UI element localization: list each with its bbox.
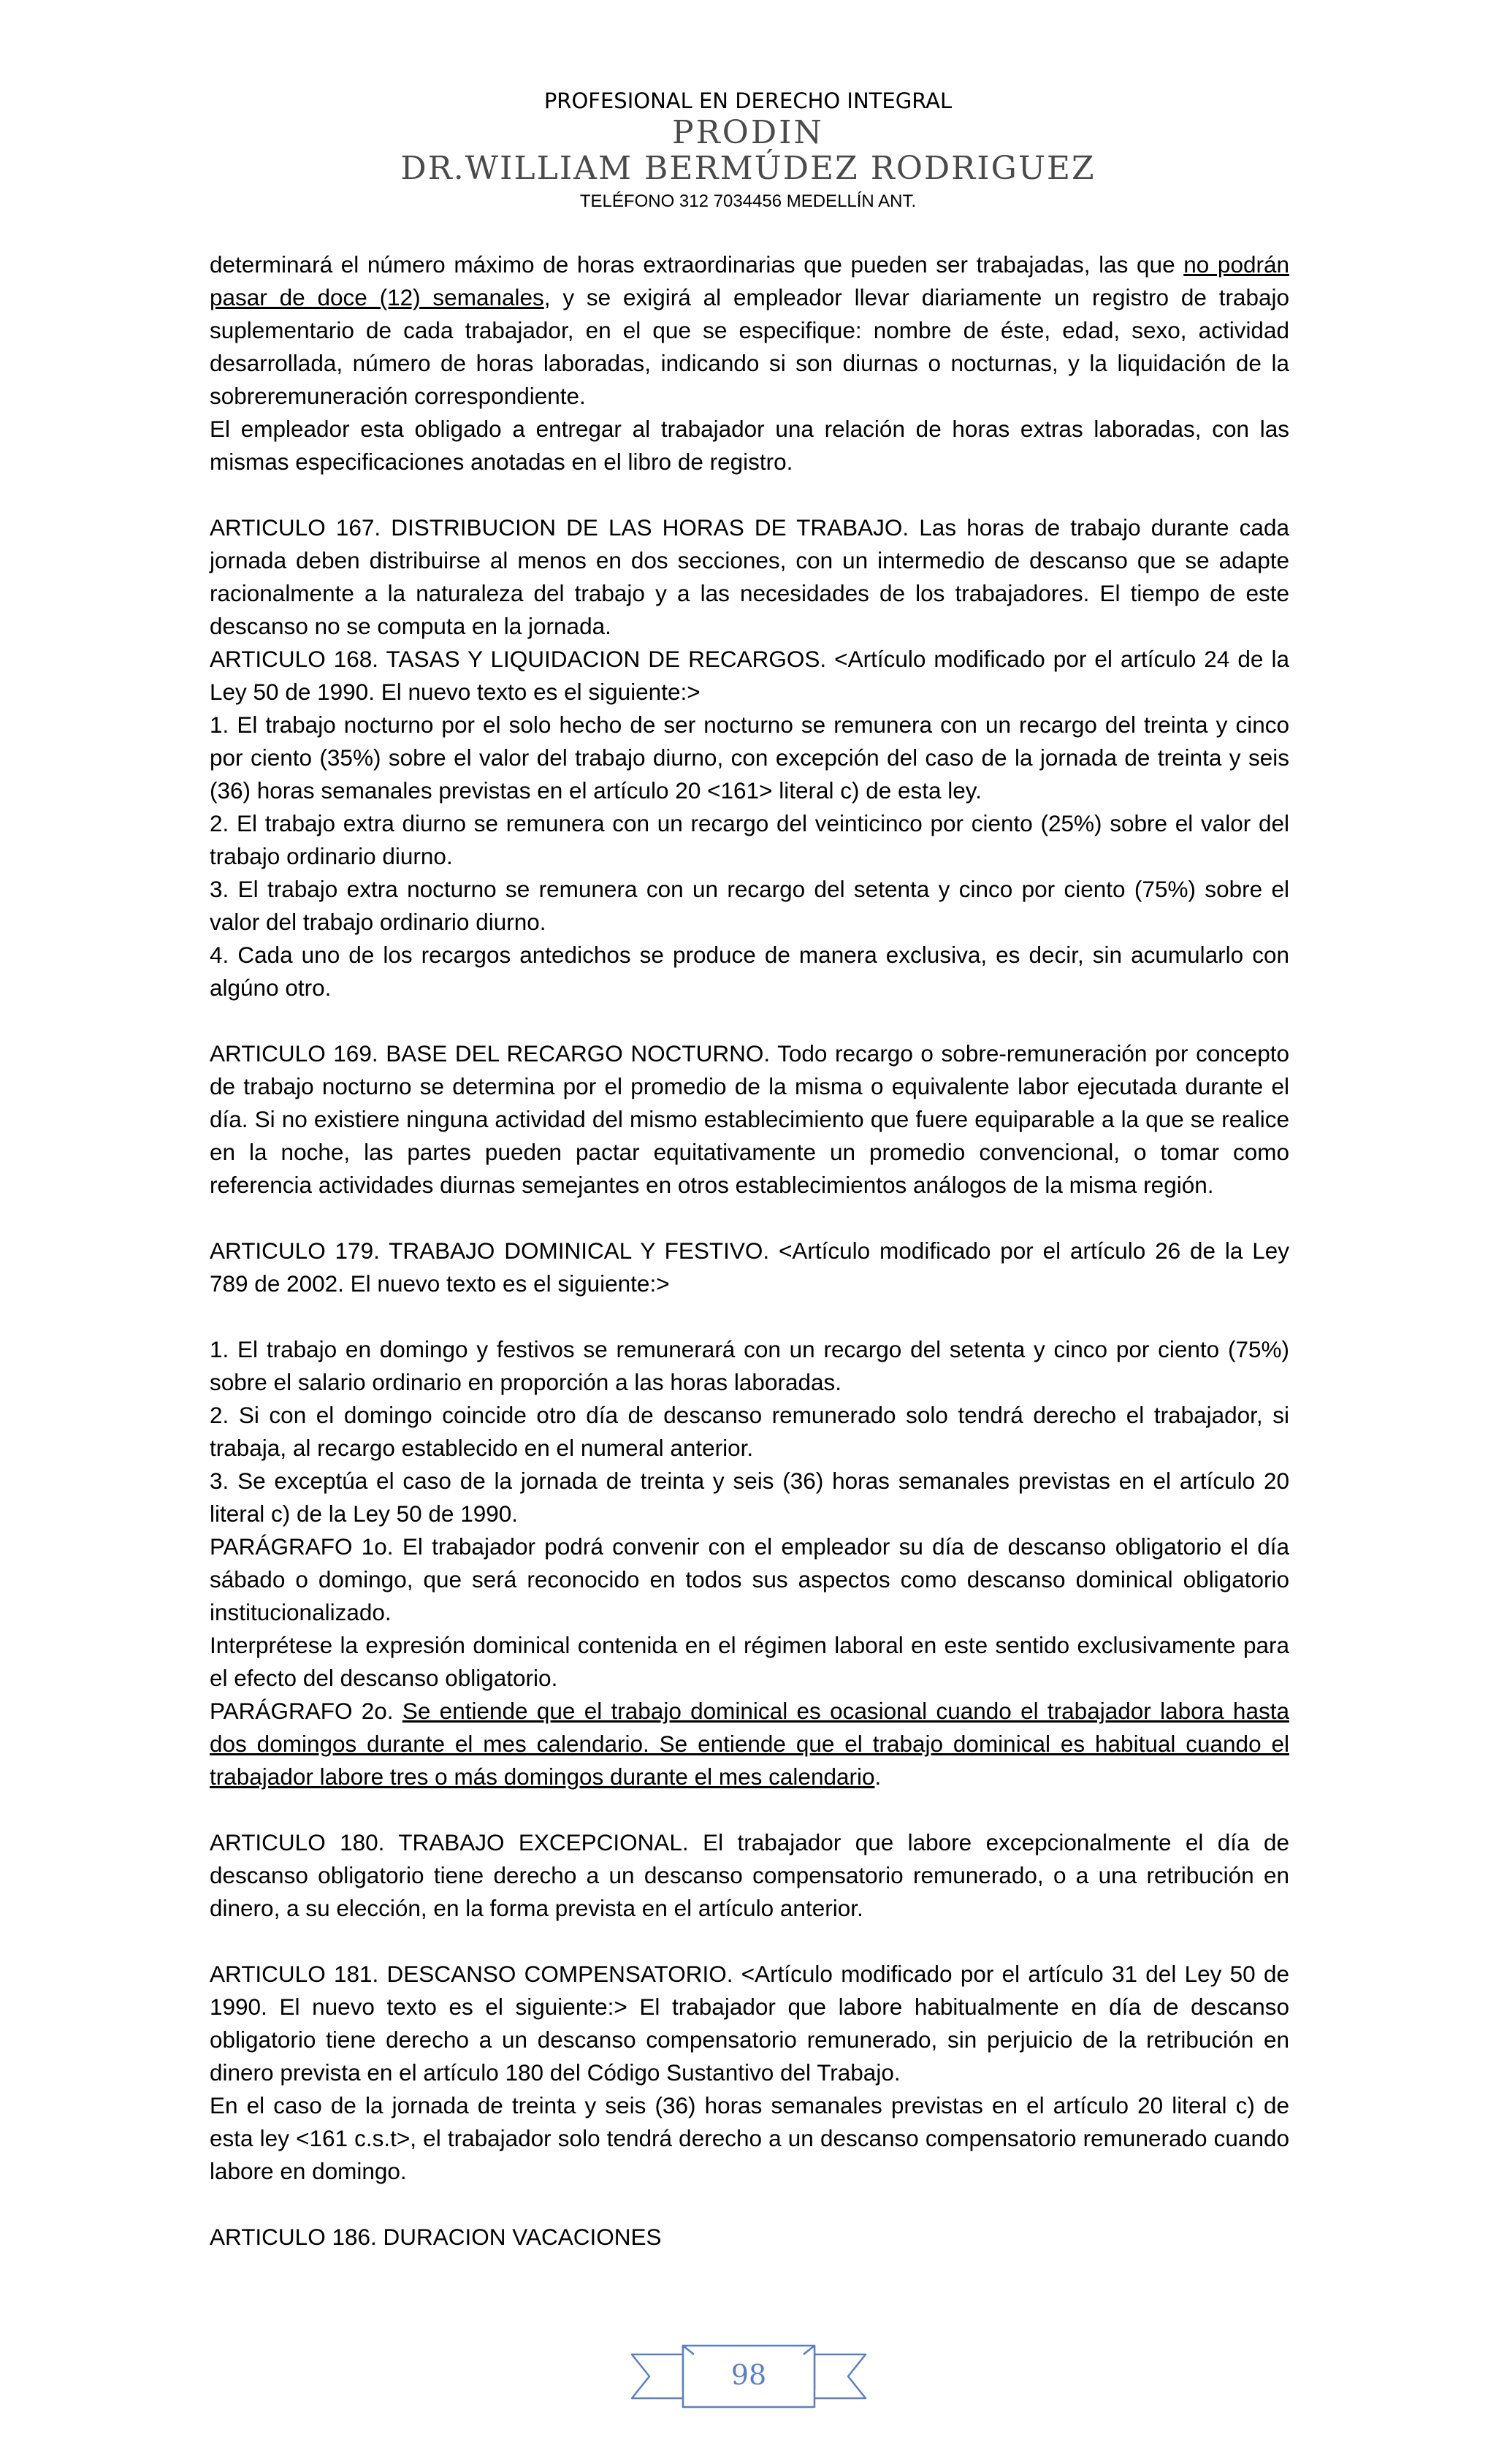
- paragrafo-2: PARÁGRAFO 2o. Se entiende que el trabajo dominical es ocasional cuando el trabajador labora hasta dos domingos durante el mes calendario. Se entiende que el trabajo dominical es habitual cuando el trabajador labore tres o más domingos durante el mes calendario.: [210, 1698, 1289, 1790]
- article-181-paragraph-2: En el caso de la jornada de treinta y seis (36) horas semanales previstas en el artículo 20 literal c) de esta ley <161 c.s.t>, el trabajador solo tendrá derecho a un descanso compensatorio remunerado cuando labore en domingo.: [210, 2092, 1289, 2184]
- article-168-item-4: 4. Cada uno de los recargos antedichos se produce de manera exclusiva, es decir, sin acumularlo con algúno otro.: [210, 942, 1289, 1001]
- letterhead-line-3: DR.WILLIAM BERMÚDEZ RODRIGUEZ: [400, 150, 1096, 187]
- document-body: [210, 248, 1289, 2254]
- interpretation-paragraph: Interprétese la expresión dominical contenida en el régimen laboral en este sentido exclusivamente para el efecto del descanso obligatorio.: [210, 1632, 1289, 1691]
- page-number: 98: [730, 2359, 767, 2391]
- article-181: ARTICULO 181. DESCANSO COMPENSATORIO. <Artículo modificado por el artículo 31 del Ley 50 de 1990. El nuevo texto es el siguiente:> El trabajador que labore habitualmente en día de descanso obligatorio tiene derecho a un descanso compensatorio remunerado, sin perjuicio de la retribución en dinero prevista en el artículo 180 del Código Sustantivo del Trabajo.: [210, 1961, 1289, 2086]
- article-168-item-3: 3. El trabajo extra nocturno se remunera con un recargo del setenta y cinco por ciento (75%) sobre el valor del trabajo ordinario diurno.: [210, 876, 1289, 935]
- page-number-ribbon: [625, 2341, 873, 2414]
- article-186-heading: ARTICULO 186. DURACION VACACIONES: [210, 2224, 662, 2250]
- article-169: ARTICULO 169. BASE DEL RECARGO NOCTURNO. Todo recargo o sobre-remuneración por concepto de trabajo nocturno se determina por el promedio de la misma o equivalente labor ejecutada durante el día. Si no existiere ninguna actividad del mismo establecimiento que fuere equiparable a la que se realice en la noche, las partes pueden pactar equitativamente un promedio convencional, o tomar como referencia actividades diurnas semejantes en otros establecimientos análogos de la misma región.: [210, 1040, 1289, 1198]
- article-168: ARTICULO 168. TASAS Y LIQUIDACION DE RECARGOS. <Artículo modificado por el artículo 24 de la Ley 50 de 1990. El nuevo texto es el siguiente:>: [210, 646, 1289, 705]
- article-168-item-1: 1. El trabajo nocturno por el solo hecho de ser nocturno se remunera con un recargo del treinta y cinco por ciento (35%) sobre el valor del trabajo diurno, con excepción del caso de la jornada de treinta y seis (36) horas semanales previstas en el artículo 20 <161> literal c) de esta ley.: [210, 712, 1289, 804]
- article-179-item-2: 2. Si con el domingo coincide otro día de descanso remunerado solo tendrá derecho el trabajador, si trabaja, al recargo establecido en el numeral anterior.: [210, 1402, 1289, 1461]
- article-179-item-1: 1. El trabajo en domingo y festivos se remunerará con un recargo del setenta y cinco por ciento (75%) sobre el salario ordinario en proporción a las horas laboradas.: [210, 1336, 1289, 1395]
- article-179-item-3: 3. Se exceptúa el caso de la jornada de treinta y seis (36) horas semanales previstas en el artículo 20 literal c) de la Ley 50 de 1990.: [210, 1468, 1289, 1527]
- paragrafo-1: PARÁGRAFO 1o. El trabajador podrá convenir con el empleador su día de descanso obligatorio el día sábado o domingo, que será reconocido en todos sus aspectos como descanso dominical obligatorio institucionalizado.: [210, 1533, 1289, 1625]
- article-167: ARTICULO 167. DISTRIBUCION DE LAS HORAS DE TRABAJO. Las horas de trabajo durante cada jornada deben distribuirse al menos en dos secciones, con un intermedio de descanso que se adapte racionalmente a la naturaleza del trabajo y a las necesidades de los trabajadores. El tiempo de este descanso no se computa en la jornada.: [210, 514, 1289, 639]
- paragraph: determinará el número máximo de horas extraordinarias que pueden ser trabajadas, las que no podrán pasar de doce (12) semanales, y se exigirá al empleador llevar diariamente un registro de trabajo suplementario de cada trabajador, en el que se especifique: nombre de éste, edad, sexo, actividad desarrollada, número de horas laboradas, indicando si son diurnas o nocturnas, y la liquidación de la sobreremuneración correspondiente.: [210, 251, 1290, 409]
- letterhead-line-4: TELÉFONO 312 7034456 MEDELLÍN ANT.: [579, 191, 917, 211]
- letterhead: [0, 86, 1496, 216]
- paragraph: El empleador esta obligado a entregar al trabajador una relación de horas extras laboradas, con las mismas especificaciones anotadas en el libro de registro.: [210, 416, 1289, 475]
- article-168-item-2: 2. El trabajo extra diurno se remunera con un recargo del veinticinco por ciento (25%) sobre el valor del trabajo ordinario diurno.: [210, 810, 1289, 869]
- letterhead-line-2: PRODIN: [672, 114, 824, 151]
- underlined-text: no podrán pasar de doce (12) semanales: [210, 251, 1290, 310]
- letterhead-line-1: PROFESIONAL EN DERECHO INTEGRAL: [543, 88, 953, 113]
- article-179: ARTICULO 179. TRABAJO DOMINICAL Y FESTIVO. <Artículo modificado por el artículo 26 de la Ley 789 de 2002. El nuevo texto es el siguiente:>: [210, 1237, 1289, 1297]
- article-180: ARTICULO 180. TRABAJO EXCEPCIONAL. El trabajador que labore excepcionalmente el día de descanso obligatorio tiene derecho a un descanso compensatorio remunerado, o a una retribución en dinero, a su elección, en la forma prevista en el artículo anterior.: [210, 1829, 1289, 1921]
- underlined-text: Se entiende que el trabajo dominical es ocasional cuando el trabajador labora hasta dos domingos durante el mes calendario. Se entiende que el trabajo dominical es habitual cuando el trabajador labore tres o más domingos durante el mes calendario: [210, 1698, 1289, 1790]
